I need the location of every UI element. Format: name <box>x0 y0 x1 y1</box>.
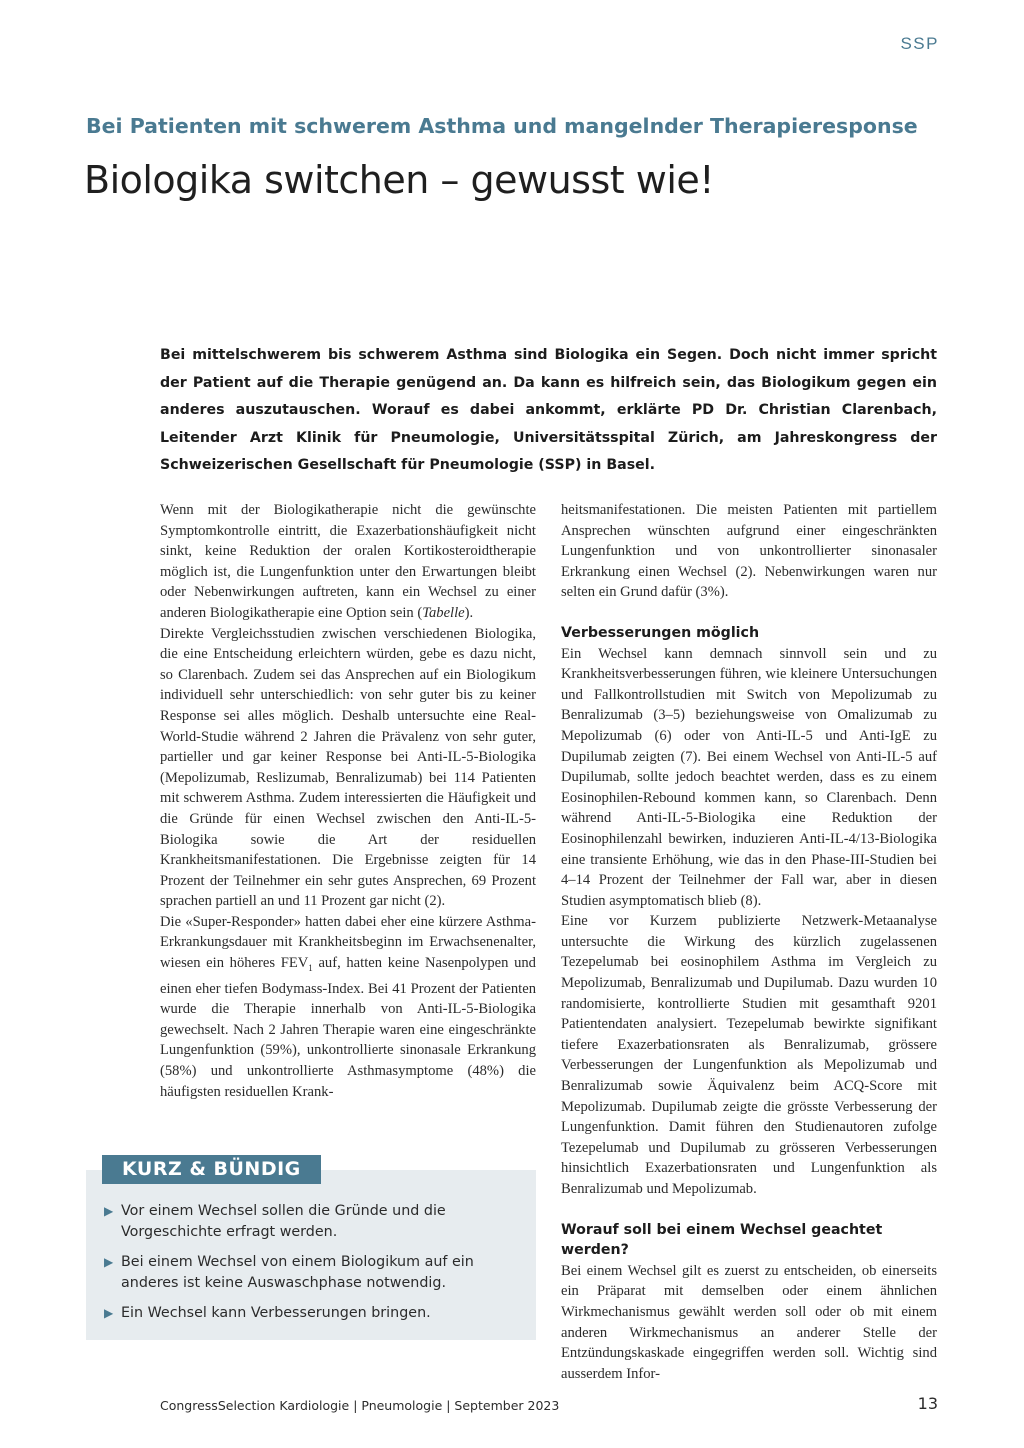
paragraph: Ein Wechsel kann demnach sinnvoll sein und zu Krankheitsverbesserungen führen, wie kleinere Untersuchungen und Fallkontrollstudien mit Switch von Mepolizumab zu Benralizumab (3–5) beziehungsweise von Omalizumab zu Mepolizumab (6) oder von Anti-IL-5 und Anti-IgE zu Dupilumab zeigten (7). Bei einem Wechsel von Anti-IL-5 auf Dupilumab, sollte jedoch beachtet werden, dass es zu einem Eosinophilen-Rebound kommen kann, so Clarenbach. Denn während Anti-IL-5-Biologika eine Reduktion der Eosinophilenzahl bewirken, induzieren Anti-IL-4/13-Biologika eine transiente Erhöhung, wie das in den Phase-III-Studien bei 4–14 Prozent der Teilnehmer der Fall war, aber in diesen Studien asymptomatisch blieb (8). <box>561 645 937 909</box>
triangle-right-icon: ▶ <box>104 1306 114 1320</box>
list-item-text: Bei einem Wechsel von einem Biologikum auf ein anderes ist keine Auswaschphase notwendig. <box>121 1254 474 1291</box>
summary-list <box>104 1201 526 1333</box>
article-kicker: Bei Patienten mit schwerem Asthma und mangelnder Therapieresponse <box>86 114 918 138</box>
paragraph <box>160 912 536 1102</box>
list-item <box>104 1201 526 1243</box>
left-column <box>160 500 536 1102</box>
society-tag: SSP <box>900 34 939 53</box>
paragraph: Eine vor Kurzem publizierte Netzwerk-Metaanalyse untersuchte die Wirkung des kürzlich zugelassenen Tezepelumab bei eosinophilem Asthma im Vergleich zu Mepolizumab, Benralizumab und Dupilumab. Dazu wurden 10 randomisierte, kontrollierte Studien mit gesamthaft 9201 Patientendaten analysiert. Tezepelumab bewirkte signifikant tiefere Exazerbationsraten als Benralizumab, grössere Verbesserungen der Lungenfunktion als Mepolizumab und Benralizumab sowie Äquivalenz beim ACQ-Score mit Mepolizumab. Dupilumab zeigte die grösste Verbesserung der Lungenfunktion. Damit führen den Studienautoren zufolge Tezepelumab und Dupilumab zu grösseren Verbesserungen hinsichtlich Exazerbationsraten und Lungenfunktion als Benralizumab und Mepolizumab. <box>561 913 937 1197</box>
text-run: Die «Super-Responder» hatten dabei eher eine kürzere Asthma-Erkrankungsdauer mit Krankheitsbeginn im Erwachsenenalter, wiesen ein höheres FEV <box>160 913 536 972</box>
section-heading: Verbesserungen möglich <box>561 624 760 641</box>
paragraph <box>160 500 536 624</box>
paragraph: Bei einem Wechsel gilt es zuerst zu entscheiden, ob einerseits ein Präparat mit demselben oder einem ähnlichen Wirkmechanismus gewählt werden soll oder ob mit einem anderen Wirkmechanismus an anderer Stelle der Entzündungskaskade eingegriffen werden soll. Wichtig sind ausserdem Infor- <box>561 1262 937 1382</box>
list-item <box>104 1252 526 1294</box>
footer-publication: CongressSelection Kardiologie | Pneumologie | September 2023 <box>160 1398 560 1413</box>
text-run: auf, hatten keine Nasenpolypen und einen eher tiefen Bodymass-Index. Bei 41 Prozent der Patienten wurde die Therapie innerhalb von Anti-IL-5-Biologika gewechselt. Nach 2 Jahren Therapie waren eine eingeschränkte Lungenfunktion (59%), unkontrollierte sinonasale Erkrankung (58%) und unkontrollierte Asthmasymptome (48%) die häufigsten residuellen Krank- <box>160 955 536 1100</box>
paragraph: Direkte Vergleichsstudien zwischen verschiedenen Biologika, die eine Entscheidung erleichtern würden, gebe es dazu nicht, so Clarenbach. Zudem sei das Ansprechen auf ein Biologikum individuell sehr unterschiedlich: von sehr guter bis zu keiner Response sei alles möglich. Deshalb untersuchte eine Real-World-Studie während 2 Jahren die Prävalenz von sehr guter, partieller und gar keiner Response bei Anti-IL-5-Biologika (Mepolizumab, Reslizumab, Benralizumab) bei 114 Patienten mit schwerem Asthma. Zudem interessierten die Häufigkeit und die Gründe für einen Wechsel zwischen den Anti-IL-5-Biologika sowie die Art der residuellen Krankheitsmanifestationen. Die Ergebnisse zeigten für 14 Prozent der Teilnehmer ein sehr gutes Ansprechen, 69 Prozent sprachen partiell an und 11 Prozent gar nicht (2). <box>160 625 536 910</box>
article-title: Biologika switchen – gewusst wie! <box>84 158 714 202</box>
subscript: 1 <box>308 962 313 973</box>
summary-title: KURZ & BÜNDIG <box>102 1155 321 1184</box>
article-lead: Bei mittelschwerem bis schwerem Asthma sind Biologika ein Segen. Doch nicht immer spricht der Patient auf die Therapie genügend an. Da kann es hilfreich sein, das Biologikum gegen ein anderes auszutauschen. Worauf es dabei ankommt, erklärte PD Dr. Christian Clarenbach, Leitender Arzt Klinik für Pneumologie, Universitätsspital Zürich, am Jahreskongress der Schweizerischen Gesellschaft für Pneumologie (SSP) in Basel. <box>160 347 937 473</box>
page-number: 13 <box>917 1394 938 1413</box>
list-item-text: Vor einem Wechsel sollen die Gründe und die Vorgeschichte erfragt werden. <box>121 1203 446 1240</box>
triangle-right-icon: ▶ <box>104 1255 114 1269</box>
text-run: ). <box>464 604 474 621</box>
list-item <box>104 1303 526 1324</box>
table-reference: Tabelle <box>422 604 465 621</box>
paragraph: heitsmanifestationen. Die meisten Patienten mit partiellem Ansprechen wünschten aufgrund einer eingeschränkten Lungenfunktion und von unkontrollierter sinonasaler Erkrankung einen Wechsel (2). Nebenwirkungen waren nur selten ein Grund dafür (3%). <box>561 502 937 601</box>
list-item-text: Ein Wechsel kann Verbesserungen bringen. <box>121 1305 431 1321</box>
triangle-right-icon: ▶ <box>104 1204 114 1218</box>
right-column <box>561 500 937 1384</box>
section-heading: Worauf soll bei einem Wechsel geachtet werden? <box>561 1221 883 1259</box>
text-run: Wenn mit der Biologikatherapie nicht die gewünschte Symptomkontrolle eintritt, die Exazerbationshäufigkeit nicht sinkt, keine Reduktion der oralen Kortikosteroidtherapie möglich ist, die Lungenfunktion unter den Erwartungen bleibt oder Nebenwirkungen auftreten, kann ein Wechsel zu einer anderen Biologikatherapie eine Option sein ( <box>160 502 536 621</box>
